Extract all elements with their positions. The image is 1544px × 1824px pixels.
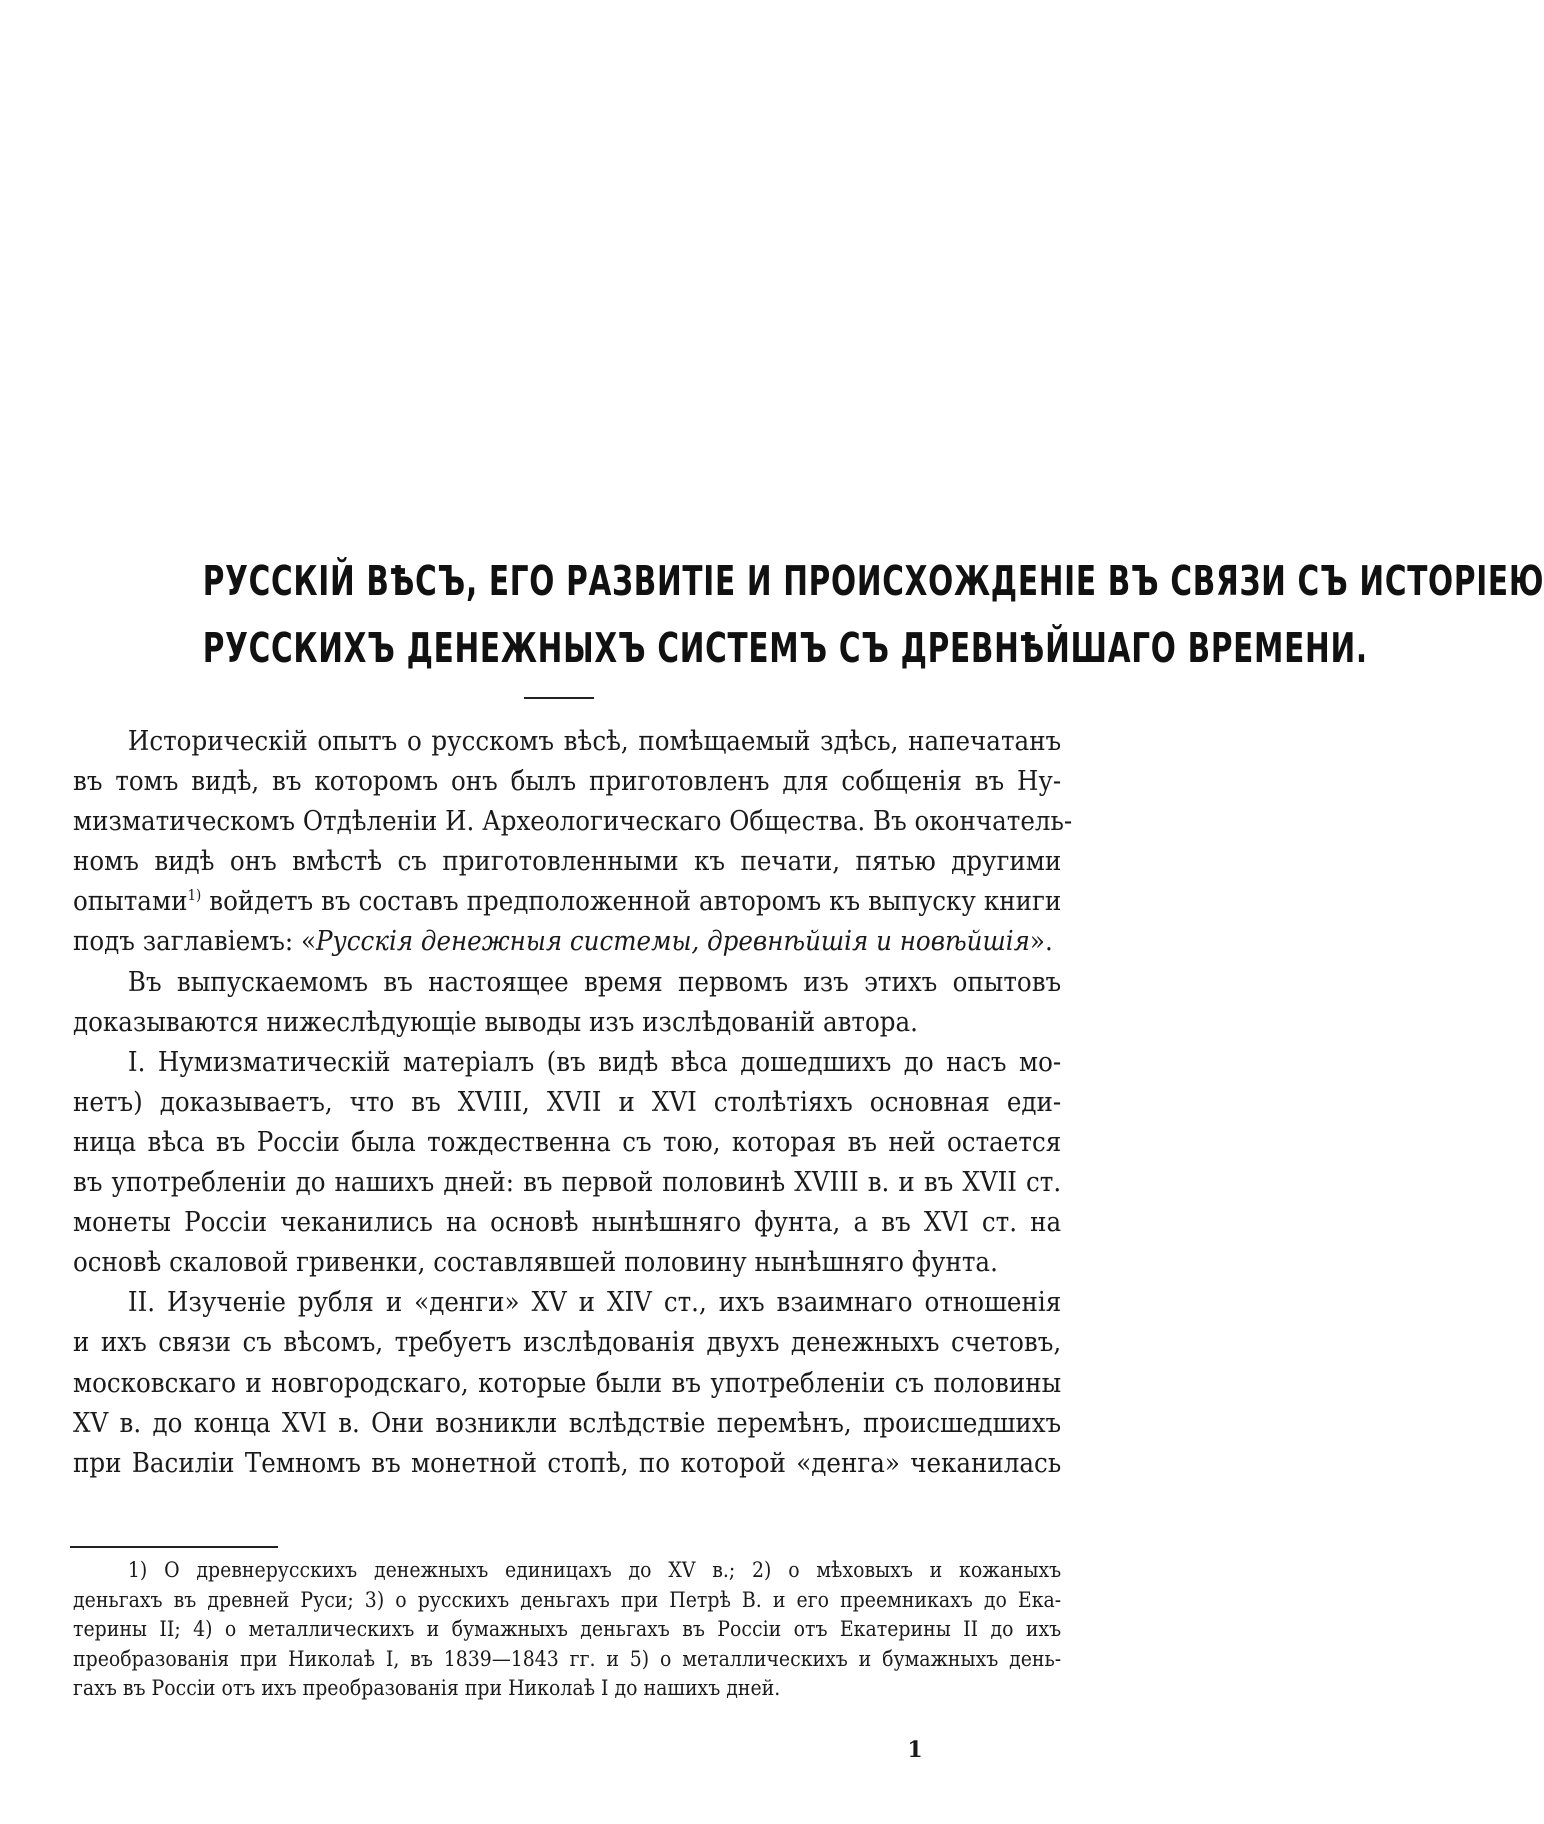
text-fragment: ». (1029, 926, 1053, 958)
title-line-1: РУССКІЙ ВѢСЪ, ЕГО РАЗВИТІЕ И ПРОИСХОЖДЕНІЕ ВЪ СВЯЗИ СЪ ИСТОРІЕЮ (202, 557, 1544, 605)
footnote-line: терины II; 4) о металлическихъ и бумажныхъ деньгахъ въ Россіи отъ Екатерины II до ихъ (73, 1617, 1062, 1641)
text-line: нетъ) доказываетъ, что въ XVIII, XVII и XVI столѣтіяхъ основная еди- (73, 1086, 1062, 1118)
text-line: ница вѣса въ Россіи была тождественна съ тою, которая въ ней остается (73, 1126, 1062, 1158)
text-line: II. Изученіе рубля и «денги» XV и XIV ст., ихъ взаимнаго отношенія (127, 1287, 1062, 1319)
text-line: монеты Россіи чеканились на основѣ нынѣшняго фунта, а въ XVI ст. на (73, 1207, 1062, 1239)
text-line: XV в. до конца XVI в. Они возникли вслѣдствіе перемѣнъ, происшедшихъ (73, 1407, 1062, 1439)
text-line (73, 922, 1061, 962)
text-line: номъ видѣ онъ вмѣстѣ съ приготовленными къ печати, пятью другими (73, 846, 1062, 878)
text-fragment: опытами (73, 886, 188, 918)
body-text (73, 722, 1073, 1484)
book-title-italic: Русскія денежныя системы, древнѣйшія и новѣйшія (315, 926, 1030, 958)
text-line: и ихъ связи съ вѣсомъ, требуетъ изслѣдованія двухъ денежныхъ счетовъ, (73, 1327, 1062, 1359)
text-line: доказываются нижеслѣдующіе выводы изъ изслѣдованій автора. (73, 1006, 919, 1038)
text-line: мизматическомъ Отдѣленіи И. Археологическаго Общества. Въ окончатель- (73, 806, 1073, 838)
footnote-line: преобразованія при Николаѣ I, въ 1839—1843 гг. и 5) о металлическихъ и бумажныхъ день- (73, 1646, 1062, 1671)
text-line: Въ выпускаемомъ въ настоящее время первомъ изъ этихъ опытовъ (127, 966, 1062, 998)
footnote-line: гахъ въ Россіи отъ ихъ преобразованія при Николаѣ I до нашихъ дней. (73, 1676, 781, 1700)
text-line: московскаго и новгородскаго, которые были въ употребленіи съ половины (73, 1367, 1062, 1399)
text-line (73, 882, 1061, 922)
footnote-line: деньгахъ въ древней Руси; 3) о русскихъ деньгахъ при Петрѣ В. и его преемникахъ до Ека- (73, 1587, 1062, 1612)
footnote-marker: 1) (187, 886, 202, 905)
text-line: въ употребленіи до нашихъ дней: въ первой половинѣ XVIII в. и въ XVII ст. (73, 1167, 1062, 1199)
text-line: въ томъ видѣ, въ которомъ онъ былъ приготовленъ для собщенія въ Ну- (73, 766, 1062, 798)
text-line: I. Нумизматическій матеріалъ (въ видѣ вѣса дошедшихъ до насъ мо- (127, 1046, 1062, 1078)
text-line: Историческій опытъ о русскомъ вѣсѣ, помѣщаемый здѣсь, напечатанъ (127, 726, 1062, 757)
text-line: основѣ скаловой гривенки, составлявшей половину нынѣшняго фунта. (73, 1247, 998, 1279)
title-divider (524, 697, 594, 699)
footnote-divider (70, 1546, 278, 1548)
text-fragment: войдетъ въ составъ предположенной авторомъ къ выпуску книги (201, 886, 1062, 918)
title-line-2: РУССКИХЪ ДЕНЕЖНЫХЪ СИСТЕМЪ СЪ ДРЕВНѢЙШАГО ВРЕМЕНИ. (202, 624, 1368, 672)
footnote-line: 1) О древнерусскихъ денежныхъ единицахъ до XV в.; 2) о мѣховыхъ и кожаныхъ (127, 1558, 1062, 1582)
footnote (73, 1556, 1061, 1704)
chapter-title (202, 548, 1544, 682)
text-line: при Василіи Темномъ въ монетной стопѣ, по которой «денга» чеканилась (73, 1447, 1062, 1479)
text-fragment: подъ заглавіемъ: « (73, 926, 316, 958)
page-number: 1 (907, 1737, 923, 1763)
